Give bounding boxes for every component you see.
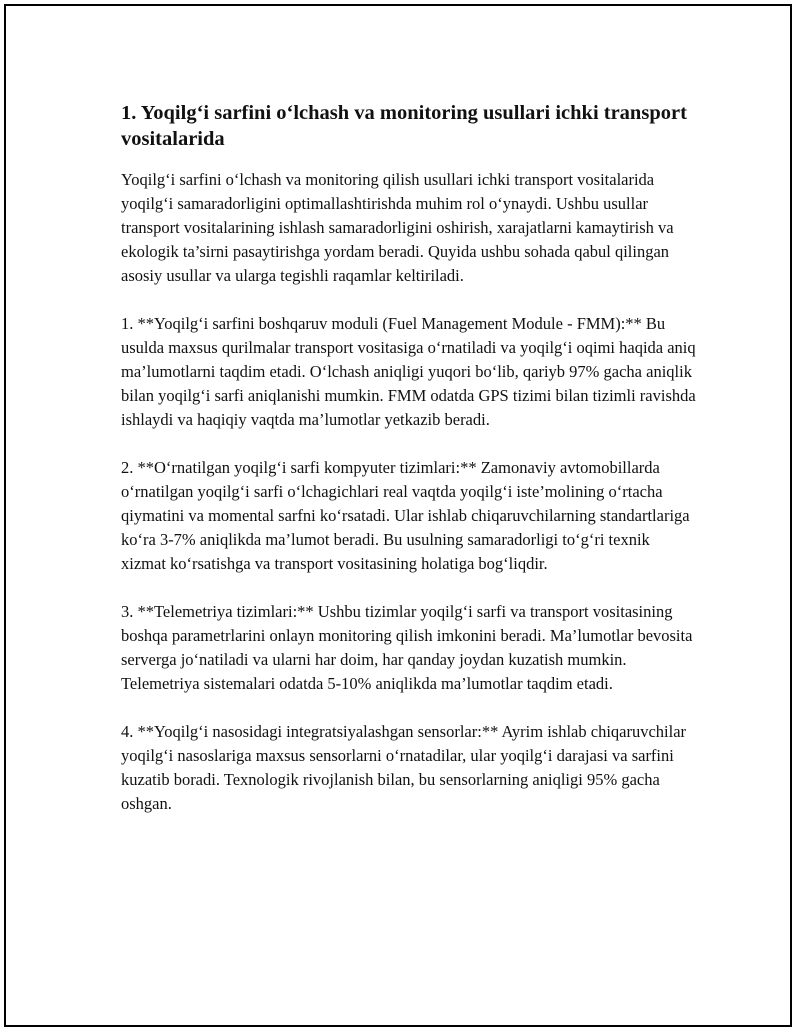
document-body [121, 100, 696, 840]
document-title: 1. Yoqilg‘i sarfini o‘lchash va monitoring usullari ichki transport vositalarida [121, 102, 687, 150]
intro-paragraph: Yoqilg‘i sarfini o‘lchash va monitoring qilish usullari ichki transport vositalarida yoqilg‘i samaradorligini optimallashtirishda muhim rol o‘ynaydi. Ushbu usullar transport vositalarining ishlash samaradorligini oshirish, xarajatlarni kamaytirish va ekologik ta’sirni pasaytirishga yordam beradi. Quyida ushbu sohada qabul qilingan asosiy usullar va ularga tegishli raqamlar keltiriladi. [121, 170, 674, 285]
list-item-fmm: 1. **Yoqilg‘i sarfini boshqaruv moduli (Fuel Management Module - FMM):** Bu usulda maxsus qurilmalar transport vositasiga o‘rnatiladi va yoqilg‘i oqimi haqida aniq ma’lumotlarni taqdim etadi. O‘lchash aniqligi yuqori bo‘lib, qariyb 97% gacha aniqlik bilan yoqilg‘i sarfi aniqlanishi mumkin. FMM odatda GPS tizimi bilan tizimli ravishda ishlaydi va haqiqiy vaqtda ma’lumotlar yetkazib beradi. [121, 314, 696, 429]
page-frame [4, 4, 792, 1027]
list-item-onboard-computer: 2. **O‘rnatilgan yoqilg‘i sarfi kompyuter tizimlari:** Zamonaviy avtomobillarda o‘rnatilgan yoqilg‘i sarfi o‘lchagichlari real vaqtda yoqilg‘i iste’molining o‘rtacha qiymatini va momental sarfni ko‘rsatadi. Ular ishlab chiqaruvchilarning standartlariga ko‘ra 3-7% aniqlikda ma’lumot beradi. Bu usulning samaradorligi to‘g‘ri texnik xizmat ko‘rsatishga va transport vositasining holatiga bog‘liqdir. [121, 458, 690, 573]
list-item-telemetry: 3. **Telemetriya tizimlari:** Ushbu tizimlar yoqilg‘i sarfi va transport vositasining boshqa parametrlarini onlayn monitoring qilish imkonini beradi. Ma’lumotlar bevosita serverga jo‘natiladi va ularni har doim, har qanday joydan kuzatish mumkin. Telemetriya sistemalari odatda 5-10% aniqlikda ma’lumotlar taqdim etadi. [121, 602, 693, 693]
list-item-pump-sensors: 4. **Yoqilg‘i nasosidagi integratsiyalashgan sensorlar:** Ayrim ishlab chiqaruvchilar yoqilg‘i nasoslariga maxsus sensorlarni o‘rnatadilar, ular yoqilg‘i darajasi va sarfini kuzatib boradi. Texnologik rivojlanish bilan, bu sensorlarning aniqligi 95% gacha oshgan. [121, 722, 687, 813]
